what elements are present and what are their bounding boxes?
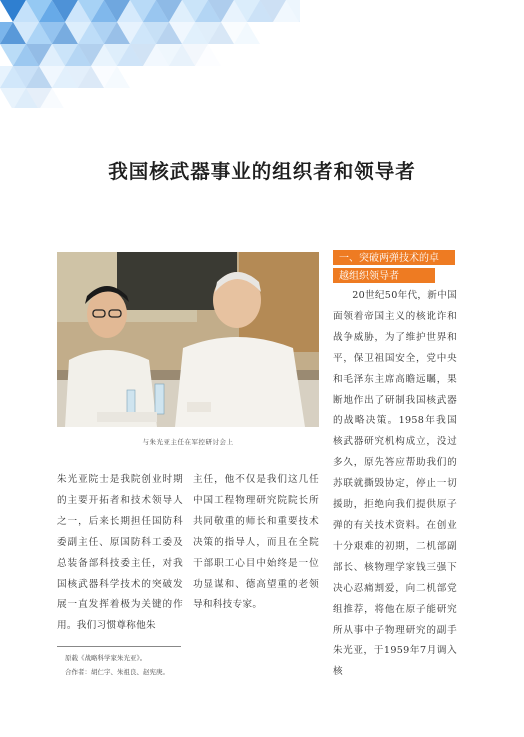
section-heading-line-2: 越组织领导者 <box>333 268 435 283</box>
photo <box>57 252 319 427</box>
page-title: 我国核武器事业的组织者和领导者 <box>108 160 416 183</box>
body-column-left: 朱光亚院士是我院创业时期的主要开拓者和技术领导人之一，后来长期担任国防科委副主任、原国防科工委及总装备部科技委主任，对我国核武器科学技术的突破发展一直发挥着极为关键的作用。我们习惯尊称他朱 <box>57 474 183 632</box>
photo-caption: 与朱光亚主任在军控研讨会上 <box>142 438 234 446</box>
section-heading-line-1: 一、突破两弹技术的卓 <box>333 250 455 265</box>
section-heading <box>333 250 455 286</box>
header-decoration <box>0 0 300 108</box>
body-column-middle: 主任，他不仅是我们这几任中国工程物理研究院院长所共同敬重的师长和重要技术决策的指导人，而且在全院干部职工心目中始终是一位功显谋和、德高望重的老领导和科技专家。 <box>193 474 319 611</box>
footnote <box>65 652 325 679</box>
photo-image <box>57 252 319 427</box>
footnote-source: 原载《战略科学家朱光亚》。 <box>65 654 147 662</box>
footnote-rule <box>57 646 181 647</box>
body-column-right: 20世纪50年代，新中国面领着帝国主义的核讹诈和战争威胁，为了维护世界和平，保卫祖国安全，党中央和毛泽东主席高瞻远瞩，果断地作出了研制我国核武器的战略决策。1958年我国核武器研究机构成立，没过多久，原先答应帮助我们的苏联就撕毁协定，停止一切援助，拒绝向我们提供原子弹的有关技术资料。在创业十分艰难的初期，二机部副部长、核物理学家钱三强下决心忍痛割爱，向二机部党组推荐，将他在原子能研究所从事中子物理研究的副手朱光亚，于1959年7月调入核 <box>333 290 457 678</box>
footnote-coauthors: 合作者：胡仁宇、朱祖良、赵宪庚。 <box>65 667 169 676</box>
